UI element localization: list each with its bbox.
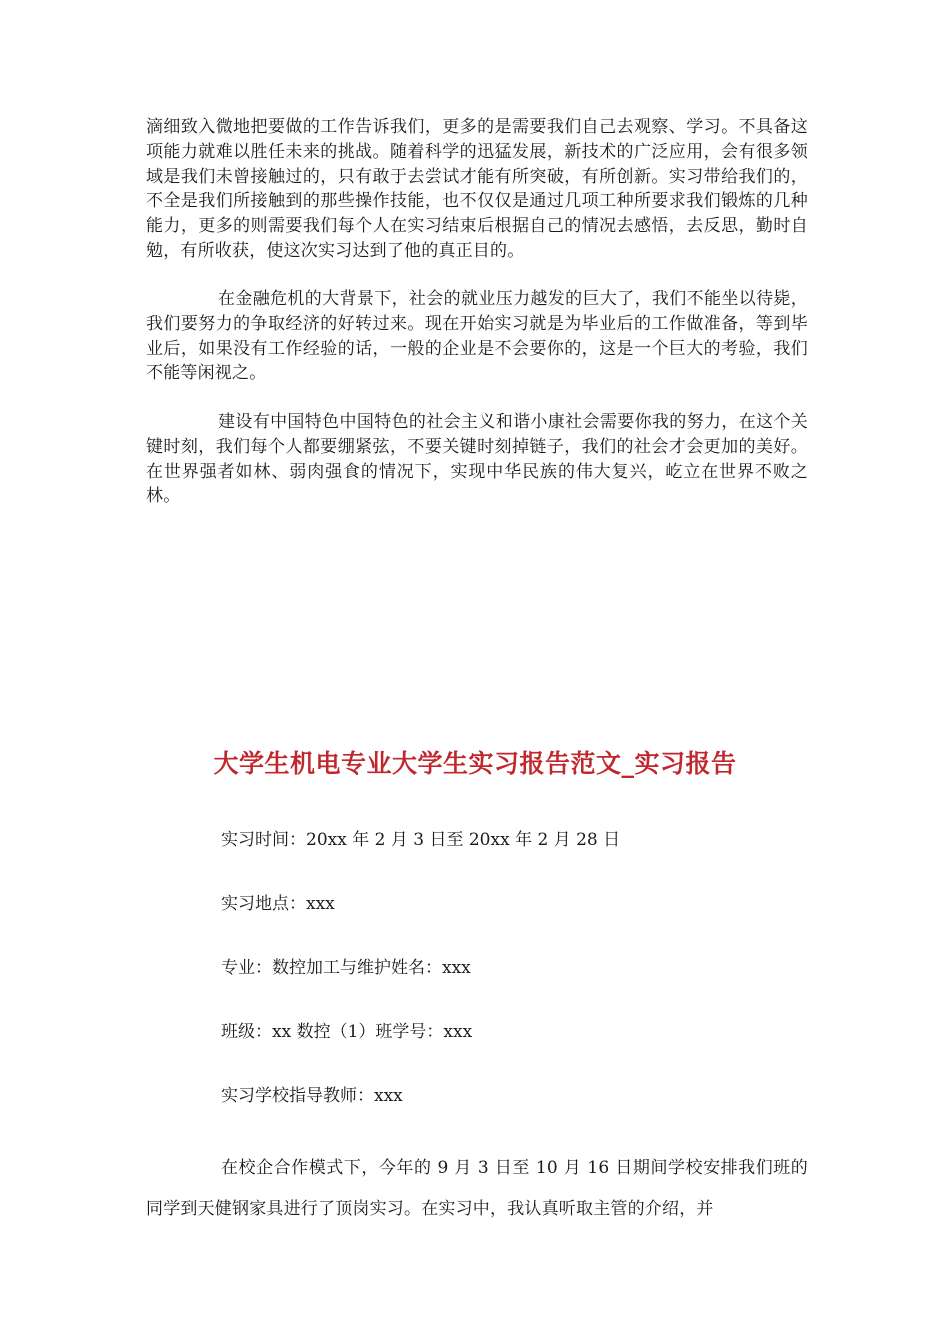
- closing-paragraph: 在校企合作模式下，今年的 9 月 3 日至 10 月 16 日期间学校安排我们班的同学到天健钢家具进行了顶岗实习。在实习中，我认真听取主管的介绍，并: [146, 1158, 808, 1219]
- field-internship-location: 实习地点：xxx: [221, 894, 335, 914]
- field-class-id: 班级：xx 数控（1）班学号：xxx: [221, 1022, 473, 1042]
- field-instructor: 实习学校指导教师：xxx: [221, 1086, 403, 1106]
- report-title: 大学生机电专业大学生实习报告范文_实习报告: [213, 749, 737, 778]
- body-paragraph-3: 建设有中国特色中国特色的社会主义和谐小康社会需要你我的努力，在这个关键时刻，我们每个人都要绷紧弦，不要关键时刻掉链子，我们的社会才会更加的美好。在世界强者如林、弱肉强食的情况下，实现中华民族的伟大复兴，屹立在世界不败之林。: [146, 412, 808, 507]
- body-paragraph-1: 滴细致入微地把要做的工作告诉我们，更多的是需要我们自己去观察、学习。不具备这项能力就难以胜任未来的挑战。随着科学的迅猛发展，新技术的广泛应用，会有很多领域是我们未曾接触过的，只有敢于去尝试才能有所突破，有所创新。实习带给我们的，不全是我们所接触到的那些操作技能，也不仅仅是通过几项工种所要求我们锻炼的几种能力，更多的则需要我们每个人在实习结束后根据自己的情况去感悟，去反思，勤时自勉，有所收获，使这次实习达到了他的真正目的。: [146, 117, 808, 261]
- field-internship-time: 实习时间：20xx 年 2 月 3 日至 20xx 年 2 月 28 日: [221, 830, 621, 850]
- field-major-name: 专业：数控加工与维护姓名：xxx: [221, 958, 471, 978]
- body-paragraph-2: 在金融危机的大背景下，社会的就业压力越发的巨大了，我们不能坐以待毙，我们要努力的争取经济的好转过来。现在开始实习就是为毕业后的工作做准备，等到毕业后，如果没有工作经验的话，一般的企业是不会要你的，这是一个巨大的考验，我们不能等闲视之。: [146, 289, 808, 384]
